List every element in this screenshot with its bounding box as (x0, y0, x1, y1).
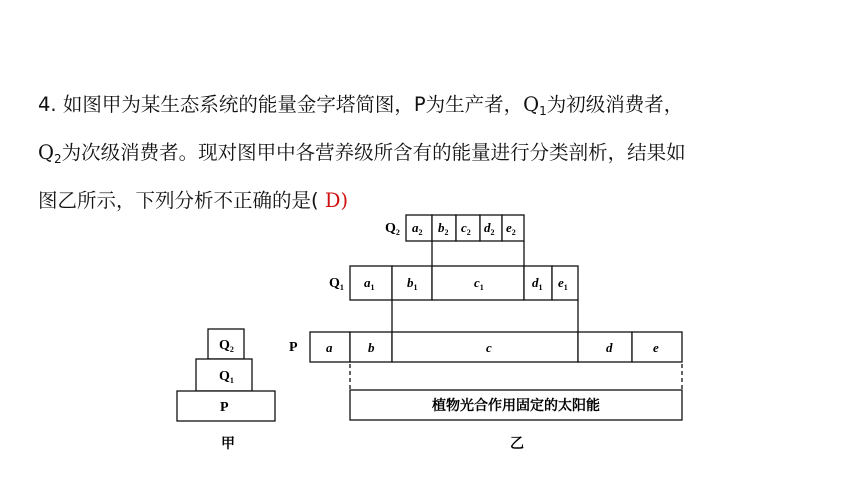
question-number: 4. (38, 93, 57, 116)
row-p-cells (310, 332, 682, 362)
cell-a: a (326, 340, 333, 355)
cell-b2: $b_2$ (438, 220, 449, 237)
row-q1-label: $Q_1$ (329, 276, 344, 292)
cell-e1: $e_1$ (558, 275, 568, 292)
q2-subscript: 2 (54, 152, 62, 166)
question-line3-text: 图乙所示，下列分析不正确的是( (38, 189, 319, 212)
question-line1-text: 如图甲为某生态系统的能量金字塔简图，P为生产者， (62, 93, 524, 116)
cell-c: c (486, 340, 492, 355)
answer-text: D (324, 189, 341, 212)
solar-energy-label: 植物光合作用固定的太阳能 (432, 398, 600, 414)
cell-d: d (606, 340, 613, 355)
cell-c1: $c_1$ (474, 275, 484, 292)
pyramid-q1-label: $Q_1$ (219, 369, 234, 385)
q1-symbol: Q (523, 93, 540, 116)
question-line1-tail: 为初级消费者， (546, 93, 684, 116)
cell-e2: $e_2$ (506, 220, 516, 237)
cell-a1: $a_1$ (364, 275, 375, 292)
pyramid-level-q1 (196, 359, 252, 391)
row-q2-cells (406, 215, 524, 241)
q1-subscript: 1 (539, 104, 547, 118)
answer-close-paren: ) (340, 189, 349, 212)
cell-d1: $d_1$ (532, 275, 543, 292)
pyramid-level-p (177, 391, 275, 421)
row-p-label: P (289, 340, 298, 355)
figure-yi-caption: 乙 (510, 436, 524, 452)
figure-jia-caption: 甲 (221, 436, 235, 452)
cell-a2: $a_2$ (412, 220, 423, 237)
row-q2-label: $Q_2$ (385, 221, 400, 237)
cell-c2: $c_2$ (461, 220, 471, 237)
cell-b1: $b_1$ (407, 275, 418, 292)
q2-symbol: Q (38, 141, 54, 164)
pyramid-p-label: P (220, 400, 229, 415)
pyramid-level-q2 (208, 329, 244, 359)
row-q1-cells (350, 266, 578, 300)
question-line2-text: 为次级消费者。现对图甲中各营养级所含有的能量进行分类剖析，结果如 (61, 141, 686, 164)
pyramid-q2-label: $Q_2$ (219, 338, 234, 354)
cell-e: e (653, 340, 659, 355)
cell-d2: $d_2$ (484, 220, 495, 237)
cell-b: b (368, 340, 375, 355)
